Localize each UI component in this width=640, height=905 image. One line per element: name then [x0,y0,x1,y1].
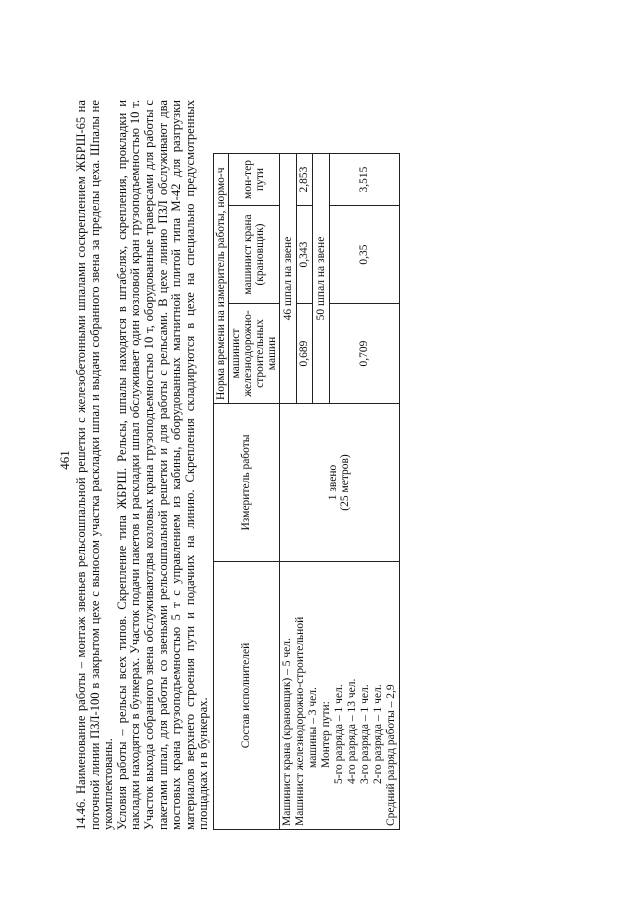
header-row-1 [213,154,228,830]
rotated-page-content [75,100,555,830]
subheader-46-row [279,154,296,830]
unit-cell [279,404,399,562]
crew-line: 2-го разряда – 1 чел. [371,684,384,784]
unit-line: (25 метров) [339,454,352,511]
subheader-46: 46 шпал на звене [279,154,296,404]
header-unit: Измеритель работы [213,404,279,562]
crew-list-cell [279,562,399,830]
unit-line: 1 звено [327,464,340,501]
paragraph-title: 14.46. Наименование работы – монтаж звеньев рельсошпальной решетки с железобетонными шпалами соскреплением ЖБРШ-65 на поточной линии ПЗЛ-100 в закрытом цехе с выносом участка раскладки шпал и выдачи собранного звена за пределы цеха. Шпалы не укомплектованы. [74,100,116,830]
header-driver-machine: машинист железнодорожно-строительных машин [228,304,279,404]
crew-line: машины – 3 чел. [306,687,319,768]
crew-line: 4-го разряда – 13 чел. [345,678,358,784]
crew-line: 3-го разряда – 1 чел. [358,684,371,784]
value-50-crane: 0,35 [329,206,399,304]
header-norm-group: Норма времени на измеритель работы, нормо-ч [213,154,228,404]
crew-line: Машинист железнодорожно-строительной [293,616,306,826]
header-crane-operator: машинист крана (крановщик) [228,206,279,304]
value-46-crane: 0,343 [296,206,313,304]
subheader-50: 50 шпал на звене [313,154,330,404]
norms-table [213,153,400,830]
crew-line: Монтер пути: [319,701,332,768]
crew-line: Средний разряд работы – 2,9 [384,684,397,826]
crew-line: Машинист крана (крановщик) – 5 чел. [280,638,293,826]
crew-line: 5-го разряда – 1 чел. [332,684,345,784]
value-50-fitter: 3,515 [329,154,399,206]
value-46-driver: 0,689 [296,304,313,404]
page-number: 461 [57,450,72,470]
paragraph-conditions: Условия работы – рельсы всех типов. Скрепление типа ЖБРШ. Рельсы, шпалы находятся в штабелях, скрепления, прокладки и накладки находятся в бункерах. Участок подачи пакетов и раскладки шпал обслуживает один козловой кран грузоподъемностью 10 т. Участок выхода собранного звена обслуживаютдва козловых крана грузоподъемностью 10 т, оборудованные траверсами для работы с пакетами шпал, для работы со звеньями рельсошпальной решетки и для работы с рельсами. В цехе линию ПЗЛ обслуживают два мостовых крана грузоподъемностью 5 т с управлением из кабины, оборудованных магнитной плитой типа М-42 для разгрузки материалов верхнего строения пути и подачиих на линию. Скрепления складируются в цехе на специально предусмотренных площадках и в бункерах. [114,100,211,830]
value-50-driver: 0,709 [329,304,399,404]
text-block [75,100,211,830]
header-track-fitter: мон-тер пути [228,154,279,206]
value-46-fitter: 2,853 [296,154,313,206]
header-crew: Состав исполнителей [213,562,279,830]
